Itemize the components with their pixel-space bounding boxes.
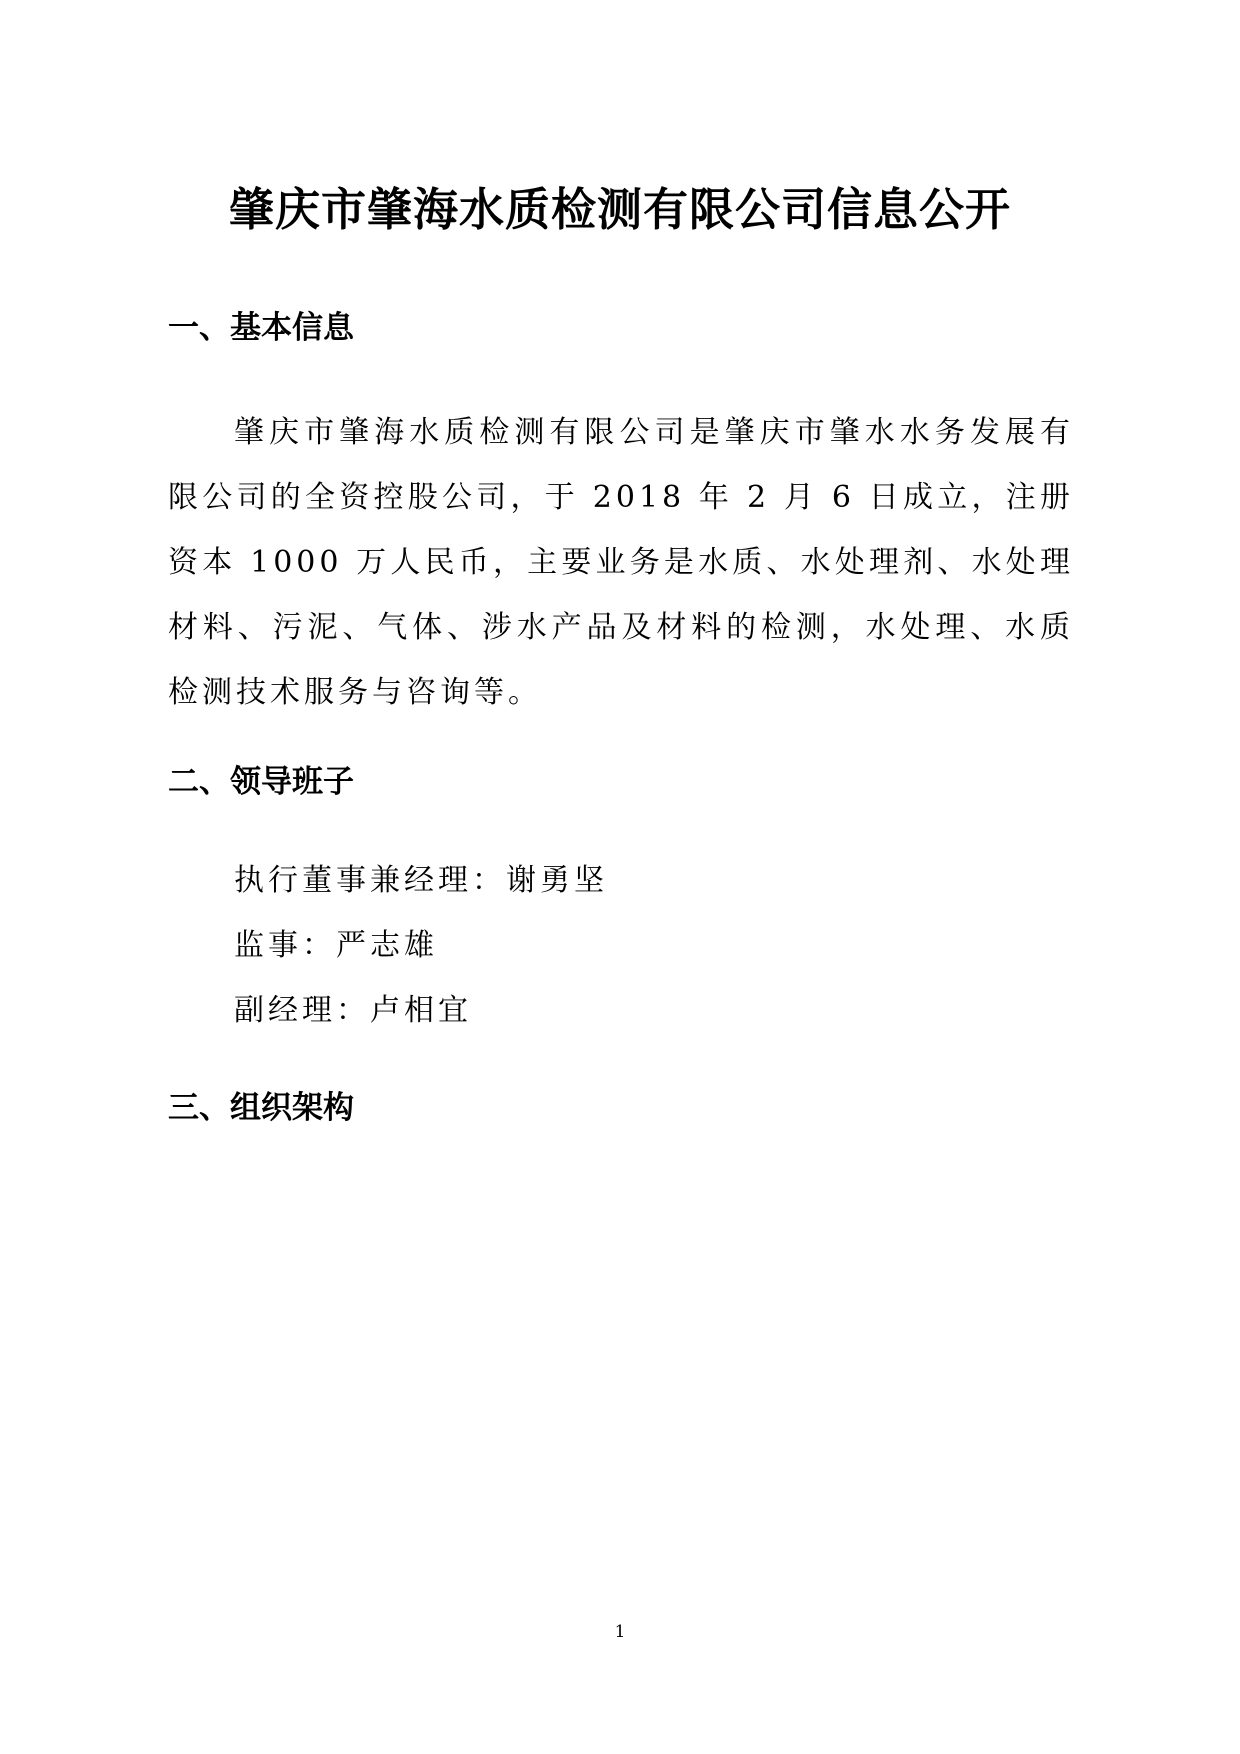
- basic-info-paragraph: 肇庆市肇海水质检测有限公司是肇庆市肇水水务发展有限公司的全资控股公司，于 2018 年 2 月 6 日成立，注册资本 1000 万人民币，主要业务是水质、水处理剂、水处理材料、污泥、气体、涉水产品及材料的检测，水处理、水质检测技术服务与咨询等。: [168, 415, 1074, 710]
- leader-executive-director: 执行董事兼经理：谢勇坚: [234, 863, 608, 898]
- leader-deputy-manager: 副经理：卢相宜: [234, 993, 472, 1028]
- leader-supervisor: 监事：严志雄: [234, 928, 438, 963]
- leadership-list: [234, 848, 608, 1043]
- document-title: 肇庆市肇海水质检测有限公司信息公开: [228, 183, 1011, 236]
- page-number: 1: [614, 1622, 626, 1642]
- section-heading-org-structure: 三、组织架构: [168, 1090, 354, 1126]
- section-heading-basic-info: 一、基本信息: [168, 310, 354, 346]
- section-heading-leadership: 二、领导班子: [168, 764, 354, 800]
